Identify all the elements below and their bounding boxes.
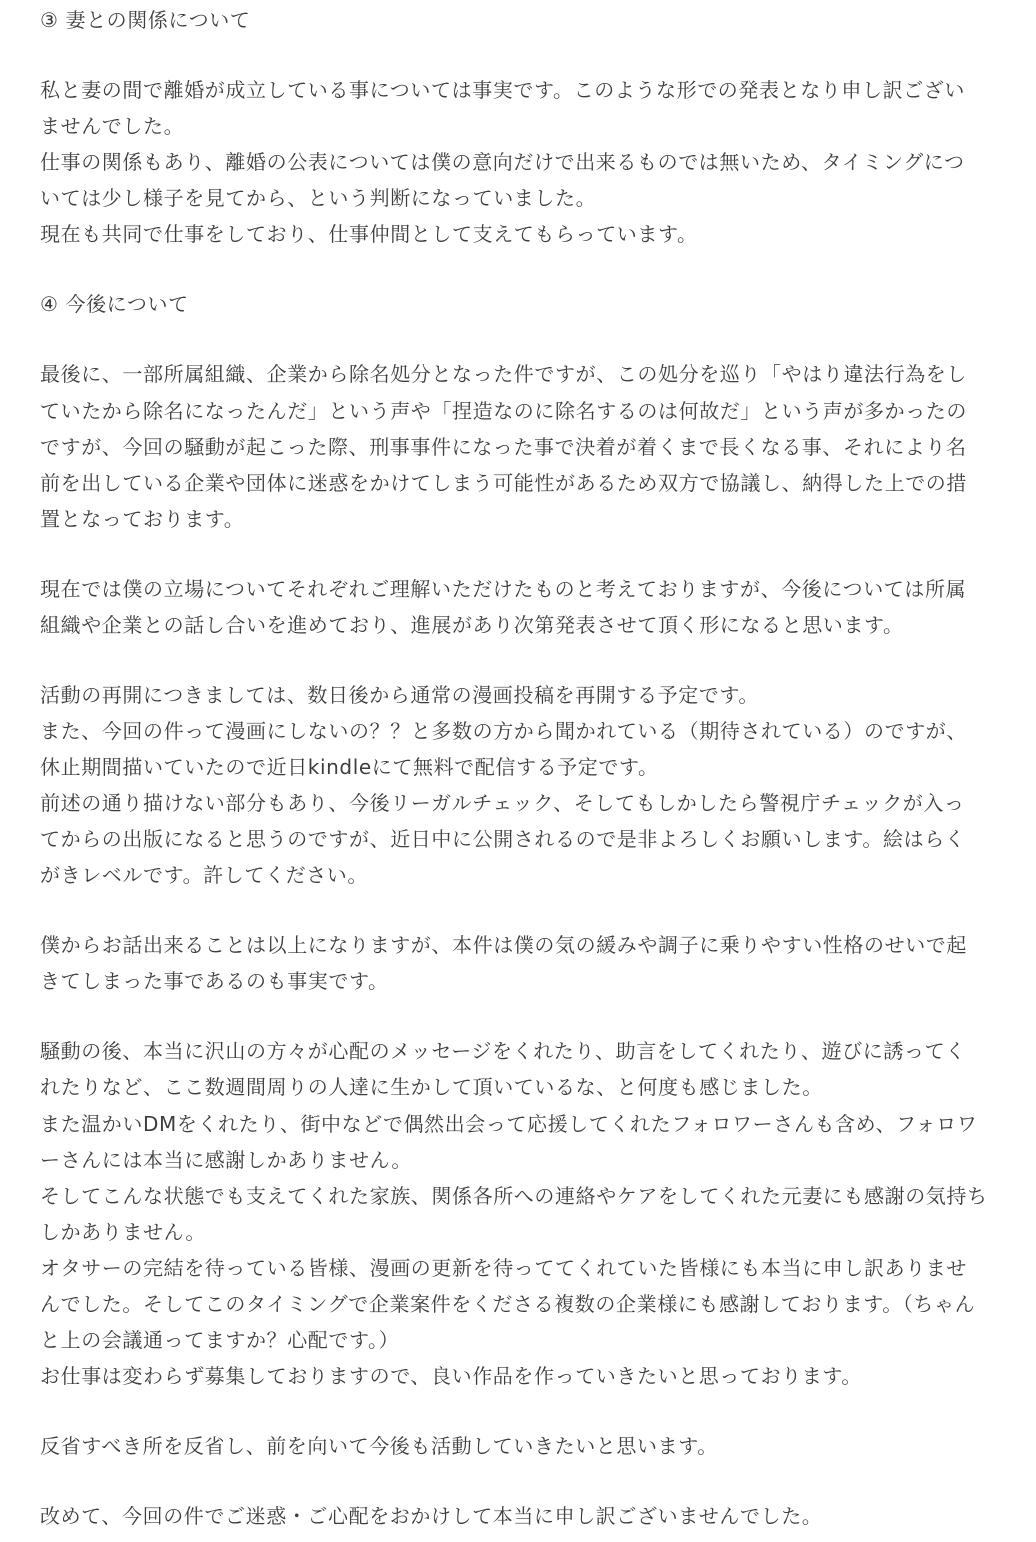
paragraph-line: ていたから除名になったんだ」という声や「捏造なのに除名するのは何故だ」という声が多かったの	[40, 399, 967, 423]
paragraph-line: 休止期間描いていたので近日kindleにて無料で配信する予定です。	[40, 755, 659, 779]
paragraph-line: 改めて、今回の件でご迷惑・ご心配をおかけして本当に申し訳ございませんでした。	[40, 1504, 823, 1528]
paragraph-line: 反省すべき所を反省し、前を向いて今後も活動していきたいと思います。	[40, 1434, 718, 1458]
paragraph-line: ですが、今回の騒動が起こった際、刑事事件になった事で決着が着くまで長くなる事、それにより名	[40, 435, 967, 459]
paragraph-line: しかありません。	[40, 1220, 206, 1244]
paragraph-line: がきレベルです。許してください。	[40, 863, 368, 887]
paragraph-line: ませんでした。	[40, 114, 185, 138]
paragraph-line: 前を出している企業や団体に迷惑をかけてしまう可能性があるため双方で協議し、納得した上での措	[40, 471, 967, 495]
paragraph-line: お仕事は変わらず募集しておりますので、良い作品を作っていきたいと思っております。	[40, 1364, 862, 1388]
paragraph-line: 置となっております。	[40, 507, 245, 531]
section-heading-4: ④ 今後について	[40, 292, 189, 316]
paragraph-line: きてしまった事であるのも事実です。	[40, 969, 389, 993]
paragraph-line: 現在も共同で仕事をしており、仕事仲間として支えてもらっています。	[40, 222, 698, 246]
paragraph-line: と上の会議通ってますか？心配です。）	[40, 1328, 400, 1352]
paragraph-line: 前述の通り描けない部分もあり、今後リーガルチェック、そしてもしかしたら警視庁チェックが入っ	[40, 791, 965, 815]
paragraph-line: ーさんには本当に感謝しかありません。	[40, 1148, 412, 1172]
section-heading-3: ③ 妻との関係について	[40, 8, 251, 32]
paragraph-line: てからの出版になると思うのですが、近日中に公開されるので是非よろしくお願いします。絵はらく	[40, 827, 966, 851]
paragraph-line: 活動の再開につきましては、数日後から通常の漫画投稿を再開する予定です。	[40, 683, 759, 707]
paragraph-line: また温かいDMをくれたり、街中などで偶然出会って応援してくれたフォロワーさんも含め、フォロワ	[40, 1112, 978, 1136]
paragraph-line: 組織や企業との話し合いを進めており、進展があり次第発表させて頂く形になると思います。	[40, 613, 904, 637]
paragraph-line: んでした。そしてこのタイミングで企業案件をくださる複数の企業様にも感謝しております。（ちゃん	[40, 1292, 976, 1316]
paragraph-line: 騒動の後、本当に沢山の方々が心配のメッセージをくれたり、助言をしてくれたり、遊びに誘ってく	[40, 1039, 966, 1063]
paragraph-line: 仕事の関係もあり、離婚の公表については僕の意向だけで出来るものでは無いため、タイミングにつ	[40, 150, 965, 174]
paragraph-line: 僕からお話出来ることは以上になりますが、本件は僕の気の緩みや調子に乗りやすい性格のせいで起	[40, 933, 967, 957]
paragraph-line: 最後に、一部所属組織、企業から除名処分となった件ですが、この処分を巡り「やはり違法行為をし	[40, 362, 967, 386]
paragraph-line: 私と妻の間で離婚が成立している事については事実です。このような形での発表となり申し訳ござい	[40, 78, 965, 102]
paragraph-line: れたりなど、ここ数週間周りの人達に生かして頂いているな、と何度も感じました。	[40, 1075, 823, 1099]
paragraph-line: そしてこんな状態でも支えてくれた家族、関係各所への連絡やケアをしてくれた元妻にも感謝の気持ち	[40, 1184, 988, 1208]
paragraph-line: オタサーの完結を待っている皆様、漫画の更新を待っててくれていた皆様にも本当に申し訳ありませ	[40, 1256, 967, 1280]
paragraph-line: また、今回の件って漫画にしないの？？と多数の方から聞かれている（期待されている）のですが、	[40, 719, 967, 743]
paragraph-line: 現在では僕の立場についてそれぞれご理解いただけたものと考えておりますが、今後については所属	[40, 577, 967, 601]
paragraph-line: いては少し様子を見てから、という判断になっていました。	[40, 186, 597, 210]
